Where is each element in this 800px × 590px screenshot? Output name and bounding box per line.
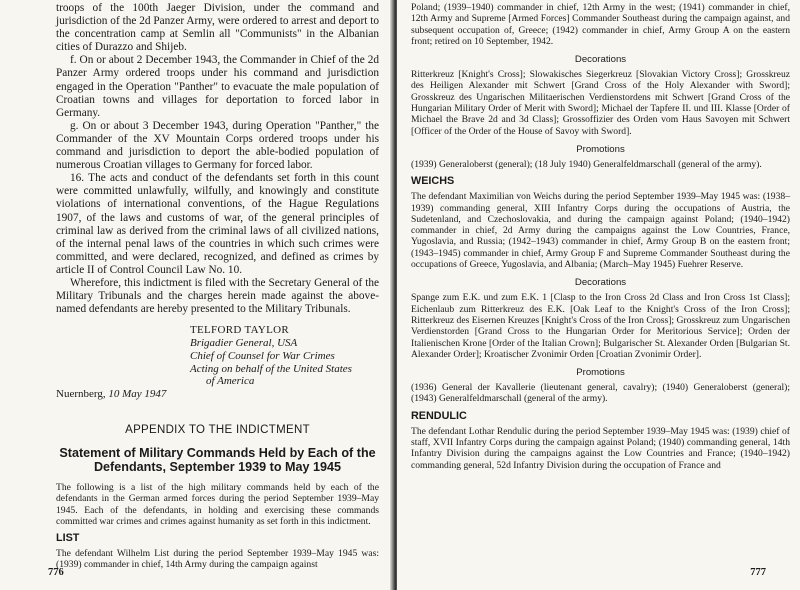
paragraph-f	[56, 54, 379, 119]
dateline-place: Nuernberg,	[56, 388, 109, 401]
left-page	[0, 0, 393, 590]
list-decorations-text: Ritterkreuz [Knight's Cross]; Slowakisches Siegerkreuz [Slovakian Victory Cross]; Grosskreuz des Heiligen Alexander mit Schwert [Grand Cross of the Holy Alexander with Sword]; Grosskreuz des Ungarischen Militaerischen Verdienstordens mit Schwert [Grand Cross of the Hungarian Military Order of Merit with Sword]; Michael der Tapfere II. und III. Klasse [Order of Michael the Brave 2d and 3d Class]; Grossoffizier des Orden vom Haus Savoyen mit Schwert [Officer of the Order of the House of Savoy with Sword].	[411, 69, 790, 137]
weichs-promotions-text: (1936) General der Kavallerie (lieutenant general, cavalry); (1940) Generaloberst (general); (1943) Generalfeldmarschall (general of the army).	[411, 382, 790, 405]
signatory-name: TELFORD TAYLOR	[190, 324, 289, 337]
appendix-intro-text: The following is a list of the high military commands held by each of the defendants in the German armed forces during the period September 1939–May 1945. Each of the defendants, in holding and exercising these commands committed war crimes and crimes against humanity as set forth in this indictment.	[56, 482, 379, 527]
dateline-date: 10 May 1947	[108, 388, 167, 401]
list-promotions	[411, 159, 790, 170]
paragraph-16	[56, 172, 379, 277]
signatory-capacity-cont: of America	[206, 375, 255, 388]
paragraph-16-text: 16. The acts and conduct of the defendants set forth in this count were committed unlawfully, wilfully, and knowingly and constitute violations of international conventions, of the Hague Regulations 1907, of the laws and customs of war, of the general principles of criminal law as derived from the criminal laws of all civilized nations, of the internal penal laws of the countries in which such crimes were committed, and were declared, recognized, and defined as crimes by article II of Control Council Law No. 10.	[56, 172, 379, 276]
page-number-left: 776	[48, 567, 64, 578]
signatory-title: Chief of Counsel for War Crimes	[190, 349, 335, 362]
weichs-decorations-heading: Decorations	[574, 277, 627, 289]
paragraph-f-text: f. On or about 2 December 1943, the Commander in Chief of the 2d Panzer Army ordered troops under his command and jurisdiction engaged in the Operation "Panther" to evacuate the male population of Croatian towns and villages for deportation to forced labor in Germany.	[56, 54, 379, 119]
weichs-paragraph	[411, 191, 790, 270]
weichs-heading: WEICHS	[411, 175, 455, 188]
paragraph-g-text: g. On or about 3 December 1943, during Operation "Panther," the Commander of the XV Mountain Corps ordered troops under his command and jurisdiction to deport the able-bodied population of numerous Croatian villages to Germany for forced labor.	[56, 119, 379, 172]
list-decorations	[411, 69, 790, 137]
page-number-right: 777	[750, 567, 766, 578]
signatory-rank: Brigadier General, USA	[190, 337, 298, 350]
rendulic-paragraph	[411, 426, 790, 471]
signatory-capacity: Acting on behalf of the United States	[190, 362, 352, 375]
list-paragraph	[56, 548, 379, 570]
list-heading: LIST	[56, 532, 80, 545]
list-decorations-heading: Decorations	[574, 54, 627, 66]
paragraph-g	[56, 120, 379, 172]
rendulic-paragraph-text: The defendant Lothar Rendulic during the period September 1939–May 1945 was: (1939) chief of staff, XVII Infantry Corps during the campaign against Poland; (1940) commanding general, 14th Infantry Division during the campaigns against the Low Countries and France; (1940–1942) commanding general, 52d Infantry Division during the occupation of France and	[411, 425, 790, 471]
list-continuation: Poland; (1939–1940) commander in chief, 12th Army in the west; (1941) commander in chief, 12th Army and Supreme [Armed Forces] Commander Southeast during the campaign against, and subsequent occupation of, Greece; (1942) commander in chief, Army Group A on the eastern front; retired on 10 September, 1942.	[411, 2, 790, 47]
signature-block	[190, 324, 379, 388]
appendix-title: APPENDIX TO THE INDICTMENT	[125, 424, 310, 437]
weichs-paragraph-text: The defendant Maximilian von Weichs during the period September 1939–May 1945 was: (1938–1939) commanding general, XIII Infantry Corps during the occupations of Austria, the Sudetenland, and Czechoslovakia, and during the campaign against Poland; (1940–1942) commander in chief, 2d Army during the campaigns against the Low Countries, France, Yugoslavia, and Russia; (1942–1943) commander in chief, Army Group B on the eastern front; (1943–1945) commander in chief, Army Group F and Supreme Commander Southeast during the occupations of Greece, Yugoslavia, and Albania; (March–May 1945) Fuehrer Reserve.	[411, 191, 790, 271]
appendix-subtitle: Statement of Military Commands Held by Each of the Defendants, September 1939 to May 1945	[59, 446, 376, 475]
list-paragraph-text: The defendant Wilhelm List during the period September 1939–May 1945 was: (1939) commander in chief, 14th Army during the campaign against	[56, 548, 379, 571]
weichs-promotions	[411, 382, 790, 405]
rendulic-heading: RENDULIC	[411, 409, 467, 422]
list-promotions-heading: Promotions	[576, 143, 625, 155]
dateline	[56, 388, 379, 400]
appendix-intro	[56, 482, 379, 527]
weichs-decorations-text: Spange zum E.K. und zum E.K. 1 [Clasp to the Iron Cross 2d Class and Iron Cross 1st Class]; Eichenlaub zum Ritterkreuz des E.K. [Oak Leaf to the Knight's Cross of the Iron Cross]; Ritterkreuz des Eisernen Kreuzes [Knight's Cross of the Iron Cross]; Grosskreuz zum Ungarischen Verdienstorden [Grand Cross to the Hungarian Order for Meritorious Service]; Orden der Italienischen Krone [Order of the Italian Crown]; Bulgarischer St. Alexander Orden [Bulgarian St. Alexander Order]; Kroatischer Zvonimir Orden [Croatian Zvonimir Order].	[411, 292, 790, 360]
paragraph-wherefore-text: Wherefore, this indictment is filed with the Secretary General of the Military Tribunals and the charges herein made against the above-named defendants are hereby presented to the Military Tribunals.	[56, 276, 379, 316]
paragraph-wherefore	[56, 277, 379, 316]
paragraph-top: troops of the 100th Jaeger Division, under the command and jurisdiction of the 2d Panzer Army, were ordered to arrest and deport to the concentration camp at Semlin all "Communists" in the Albanian cities of Durazzo and Shijeb.	[56, 2, 379, 54]
right-page	[397, 0, 800, 590]
weichs-decorations	[411, 292, 790, 360]
weichs-promotions-heading: Promotions	[576, 367, 625, 379]
list-promotions-text: (1939) Generaloberst (general); (18 July 1940) Generalfeldmarschall (general of the army).	[411, 158, 762, 170]
